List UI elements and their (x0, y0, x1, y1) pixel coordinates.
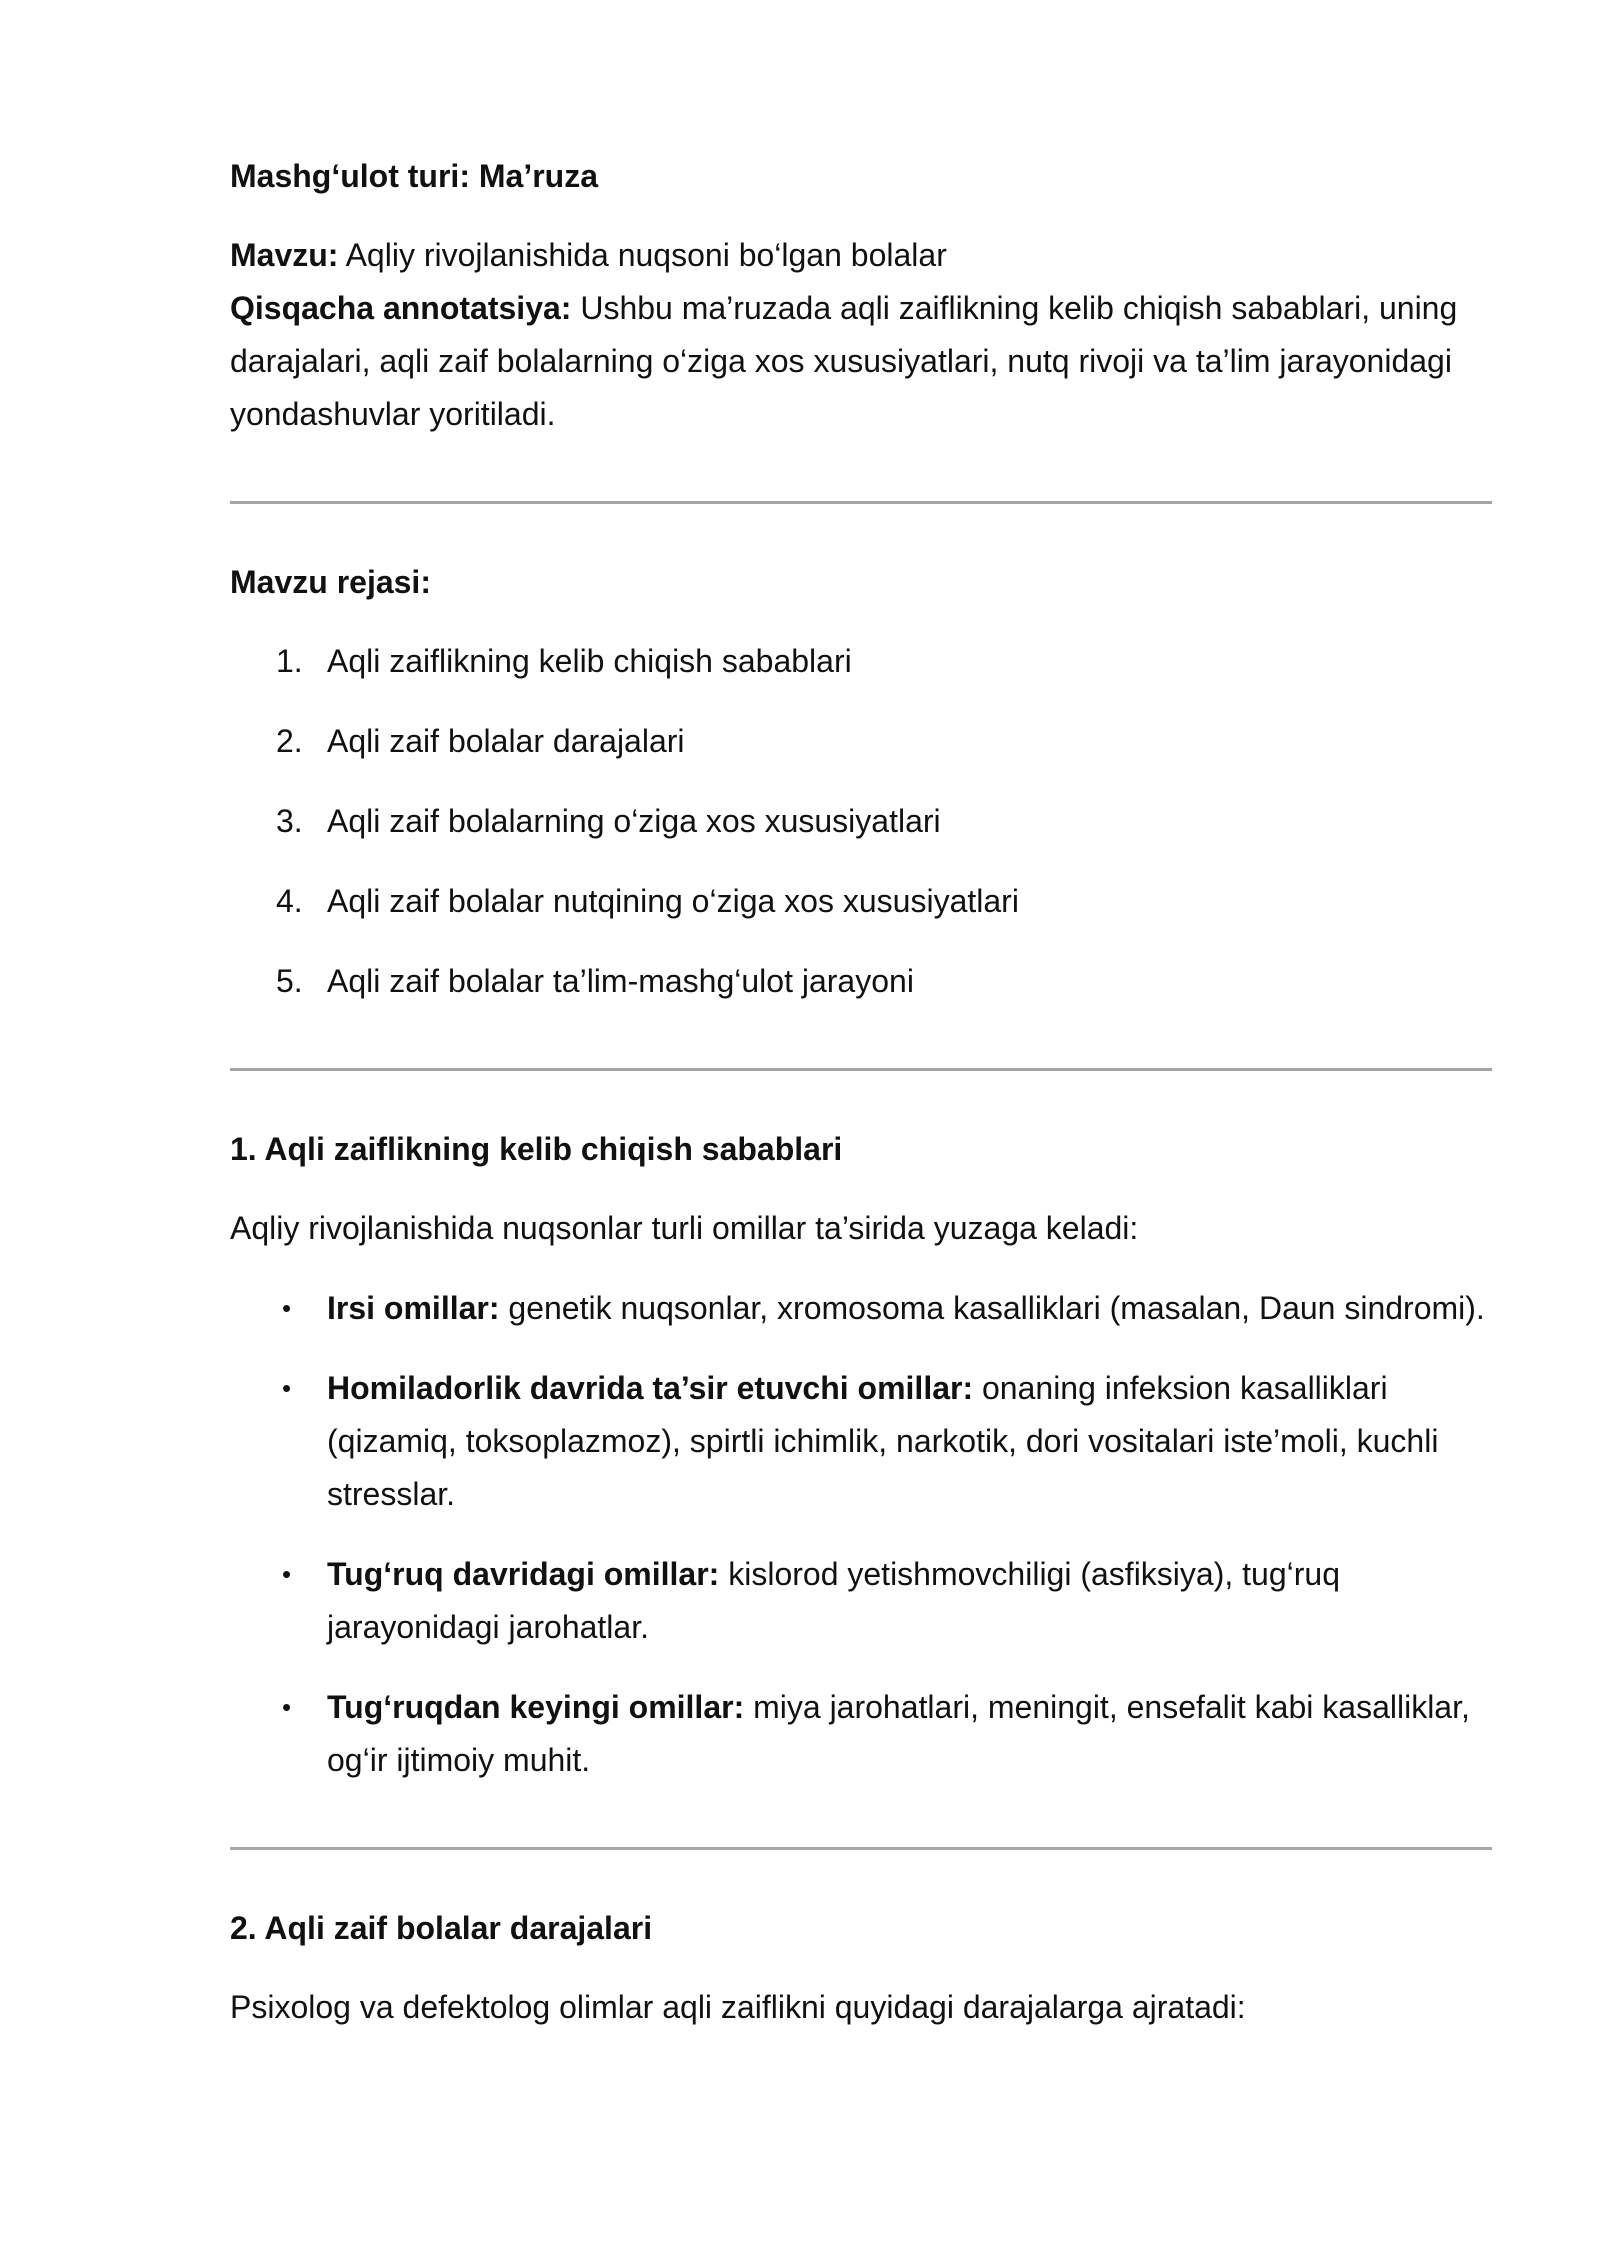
bullet-icon: • (282, 1293, 292, 1323)
plan-item-number: 1. (276, 643, 303, 679)
session-type: Mashg‘ulot turi: Ma’ruza (230, 158, 598, 194)
plan-item-text: Aqli zaif bolalar nutqining o‘ziga xos xususiyatlari (327, 883, 1019, 919)
plan-item-text: Aqli zaif bolalarning o‘ziga xos xususiyatlari (327, 803, 941, 839)
plan-item-number: 5. (276, 963, 303, 999)
bullet-icon: • (282, 1559, 292, 1589)
plan-item-number: 2. (276, 723, 303, 759)
factor-item (230, 1681, 1492, 1787)
topic-line (230, 229, 1492, 282)
factor-item (230, 1282, 1492, 1335)
section-1-intro: Aqliy rivojlanishida nuqsonlar turli omillar ta’sirida yuzaga keladi: (230, 1210, 1139, 1246)
annotation-text: Ushbu ma’ruzada aqli zaiflikning kelib chiqish sabablari, uning darajalari, aqli zaif bolalarning o‘ziga xos xususiyatlari, nutq rivoji va ta’lim jarayonidagi yondashuvlar yoritiladi. (230, 290, 1458, 432)
document-page (230, 150, 1492, 2061)
annotation-label: Qisqacha annotatsiya: (230, 290, 572, 326)
section-divider (230, 1847, 1492, 1850)
factor-text: onaning infeksion kasalliklari (qizamiq, toksoplazmoz), spirtli ichimlik, narkotik, dori vositalari iste’moli, kuchli stresslar. (327, 1370, 1439, 1512)
factor-text: genetik nuqsonlar, xromosoma kasalliklari (masalan, Daun sindromi). (499, 1290, 1485, 1326)
factor-label: Irsi omillar: (327, 1290, 500, 1326)
factor-text: kislorod yetishmovchiligi (asfiksiya), tug‘ruq jarayonidagi jarohatlar. (327, 1556, 1340, 1645)
section-1-title: 1. Aqli zaiflikning kelib chiqish sabablari (230, 1131, 843, 1167)
section-2-title: 2. Aqli zaif bolalar darajalari (230, 1910, 653, 1946)
plan-item (230, 795, 1492, 848)
factor-label: Tug‘ruq davridagi omillar: (327, 1556, 720, 1592)
plan-item-number: 3. (276, 803, 303, 839)
factor-label: Homiladorlik davrida ta’sir etuvchi omillar: (327, 1370, 974, 1406)
factor-label: Tug‘ruqdan keyingi omillar: (327, 1689, 745, 1725)
section-divider (230, 1068, 1492, 1071)
plan-item (230, 635, 1492, 688)
factor-item (230, 1362, 1492, 1521)
bullet-icon: • (282, 1692, 292, 1722)
factors-list (230, 1282, 1492, 1787)
factor-item (230, 1548, 1492, 1654)
section-divider (230, 501, 1492, 504)
topic-value: Aqliy rivojlanishida nuqsoni bo‘lgan bolalar (338, 237, 947, 273)
plan-item (230, 955, 1492, 1008)
plan-item-text: Aqli zaif bolalar darajalari (327, 723, 685, 759)
plan-list (230, 635, 1492, 1008)
factor-text: miya jarohatlari, meningit, ensefalit kabi kasalliklar, og‘ir ijtimoiy muhit. (327, 1689, 1470, 1778)
plan-title: Mavzu rejasi: (230, 564, 431, 600)
plan-item (230, 715, 1492, 768)
bullet-icon: • (282, 1373, 292, 1403)
plan-item (230, 875, 1492, 928)
annotation-paragraph (230, 282, 1492, 441)
topic-label: Mavzu: (230, 237, 339, 273)
plan-item-number: 4. (276, 883, 303, 919)
plan-item-text: Aqli zaiflikning kelib chiqish sabablari (327, 643, 852, 679)
plan-item-text: Aqli zaif bolalar ta’lim-mashg‘ulot jarayoni (327, 963, 914, 999)
section-2-intro: Psixolog va defektolog olimlar aqli zaiflikni quyidagi darajalarga ajratadi: (230, 1989, 1246, 2025)
